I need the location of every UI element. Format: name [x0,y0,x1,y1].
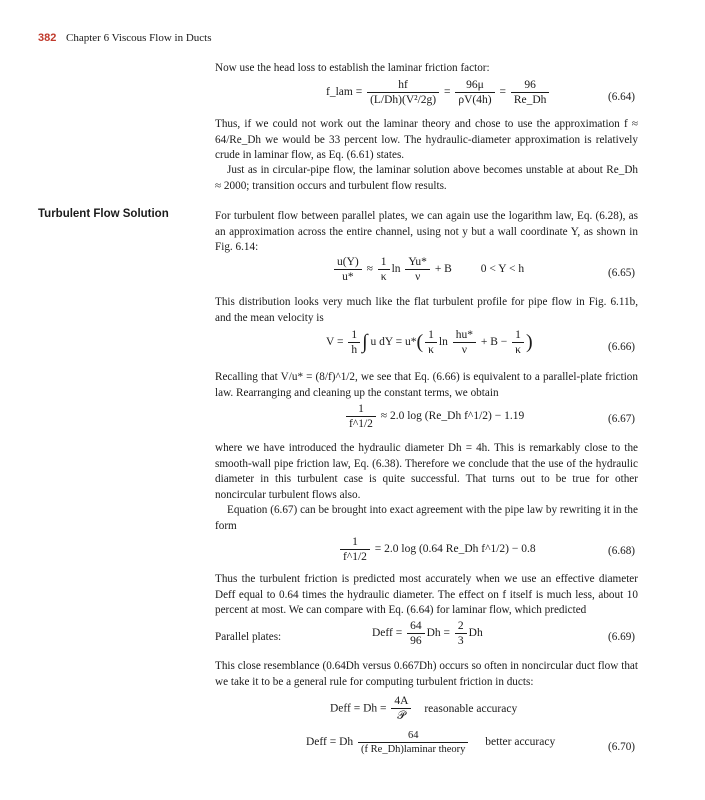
equation-number: (6.70) [608,741,636,753]
eq-den: 96 [410,635,422,647]
eq-den: ν [461,344,467,356]
eq-note: better accuracy [485,736,556,749]
paragraph-5: This distribution looks very much like the flat turbulent profile for pipe flow in Fig. 6.11b, and the mean velocity is [215,296,638,324]
eq-den: (L/Dh)(V²/2g) [370,94,437,106]
eq-lhs: Deff = Dh = [330,702,387,715]
equation-number: (6.65) [608,267,636,279]
eq-num: 1 [425,329,437,343]
eq-den: ρV(4h) [458,94,492,106]
eq-den: f^1/2 [343,551,367,563]
eq-num: 2 [455,620,467,634]
eq-note: reasonable accuracy [424,702,518,715]
eq-den: κ [515,344,521,356]
section-heading: Turbulent Flow Solution [38,208,169,220]
eq-den: (f Re_Dh)laminar theory [361,744,466,755]
eq-ln: ln [391,263,401,276]
equation-6-70a [330,695,517,723]
eq-lhs: Deff = [372,627,403,640]
equation-number: (6.69) [608,631,636,643]
parallel-plates-label: Parallel plates: [215,631,282,643]
eq-num: u(Y) [334,256,362,270]
paragraph-4: For turbulent flow between parallel plates, we can again use the logarithm law, Eq. (6.28), as an approximation across the entire channel, using not y but a wall coordinate Y, as shown in Fig. 6.14: [215,210,638,254]
eq-den: f^1/2 [349,418,373,430]
equation-number: (6.64) [608,91,636,103]
eq-approx: ≈ [366,263,373,276]
equation-6-68 [338,536,536,563]
eq-num: hu* [453,329,476,343]
eq-tail: + B [434,263,452,276]
eq-tail: Dh [468,627,483,640]
paragraph-10: This close resemblance (0.64Dh versus 0.667Dh) occurs so often in noncircular duct flow that we take it to be a general rule for computing turbulent friction in ducts: [215,660,638,688]
equation-6-69 [372,620,483,647]
equation-number: (6.67) [608,413,636,425]
eq-den: u* [342,271,354,283]
paragraph-8: Equation (6.67) can be brought into exact agreement with the pipe law by rewriting it in the form [215,504,638,532]
eq-num: hf [367,79,439,93]
paragraph-1: Now use the head loss to establish the laminar friction factor: [215,62,490,74]
eq-num: 1 [346,403,376,417]
eq-num: Yu* [405,256,430,270]
equation-6-65 [332,256,524,283]
eq-range: 0 < Y < h [480,263,525,276]
equation-number: (6.66) [608,341,636,353]
eq-tail: + B − [480,336,508,349]
eq-den: κ [380,271,387,283]
eq-den: h [351,344,358,356]
equation-6-67 [344,403,524,430]
eq-num: 1 [348,329,360,343]
eq-lhs: V = [326,336,344,349]
eq-num: 4A [391,695,411,709]
eq-rhs: ≈ 2.0 log (Re_Dh f^1/2) − 1.19 [380,410,525,423]
equation-6-66: V = $\frac{1}{h}$ ∫ u dY = u*( $\frac{1}{\kappa}$ ln $\frac{hu*}{\nu}$ + B − $\frac{1}{\kappa}$ ) [326,329,533,356]
eq-den: ν [415,271,421,283]
eq-num: 1 [340,536,370,550]
paragraph-7: where we have introduced the hydraulic diameter Dh = 4h. This is remarkably close to the smooth-wall pipe friction law, Eq. (6.38). Therefore we conclude that the use of the hydraulic diameter in this turbulent case is quite successful. That turns out to be true for other noncircular turbulent flows also. [215,442,638,501]
paragraph-2: Thus, if we could not work out the laminar theory and chose to use the approximation f ≈ 64/Re_Dh we would be 33 percent low. The hydraulic-diameter approximation is relatively crude in laminar flow, as Eq. (6.61) states. [215,118,638,162]
eq-lhs: f_lam [326,86,353,99]
paragraph-3: Just as in circular-pipe flow, the laminar solution above becomes unstable at about Re_Dh ≈ 2000; transition occurs and turbulent flow results. [215,164,638,192]
paragraph-9: Thus the turbulent friction is predicted most accurately when we use an effective diameter Deff equal to 0.64 times the hydraulic diameter. The effect on f itself is much less, about 10 percent at most. We can compare with Eq. (6.64) for laminar flow, which predicted [215,573,638,617]
equation-number: (6.68) [608,545,636,557]
eq-den: 𝒫 [397,710,406,722]
eq-num: 1 [378,256,390,270]
eq-integrand: u dY = u* [370,336,417,349]
paren-open: ( [416,331,424,353]
eq-num: 96 [511,79,550,93]
chapter-title: Chapter 6 Viscous Flow in Ducts [66,32,212,44]
eq-den: κ [428,344,434,356]
eq-den: 3 [457,635,464,647]
eq-num: 64 [407,620,425,634]
eq-lhs: Deff = Dh [306,736,354,749]
eq-den: Re_Dh [513,94,547,106]
eq-num: 64 [358,730,468,743]
page-number: 382 [38,32,57,44]
eq-mid: Dh = [426,627,451,640]
paragraph-6: Recalling that V/u* = (8/f)^1/2, we see that Eq. (6.66) is equivalent to a parallel-plate friction law. Rearranging and cleaning up the constant terms, we obtain [215,371,638,399]
equation-6-70b [306,730,555,755]
integral-sign: ∫ [362,331,368,353]
equation-6-64: f_lam = $\frac{hf}{\text{(L/Dh)(V²/2g)}}$ = $\frac{96\mu}{\rho V(4h)}$ = $\frac{96}{Re\_Dh}$ [326,79,551,106]
eq-num: 1 [512,329,524,343]
paren-close: ) [525,331,533,353]
eq-rhs: = 2.0 log (0.64 Re_Dh f^1/2) − 0.8 [374,543,536,556]
eq-num: 96μ [455,79,494,93]
